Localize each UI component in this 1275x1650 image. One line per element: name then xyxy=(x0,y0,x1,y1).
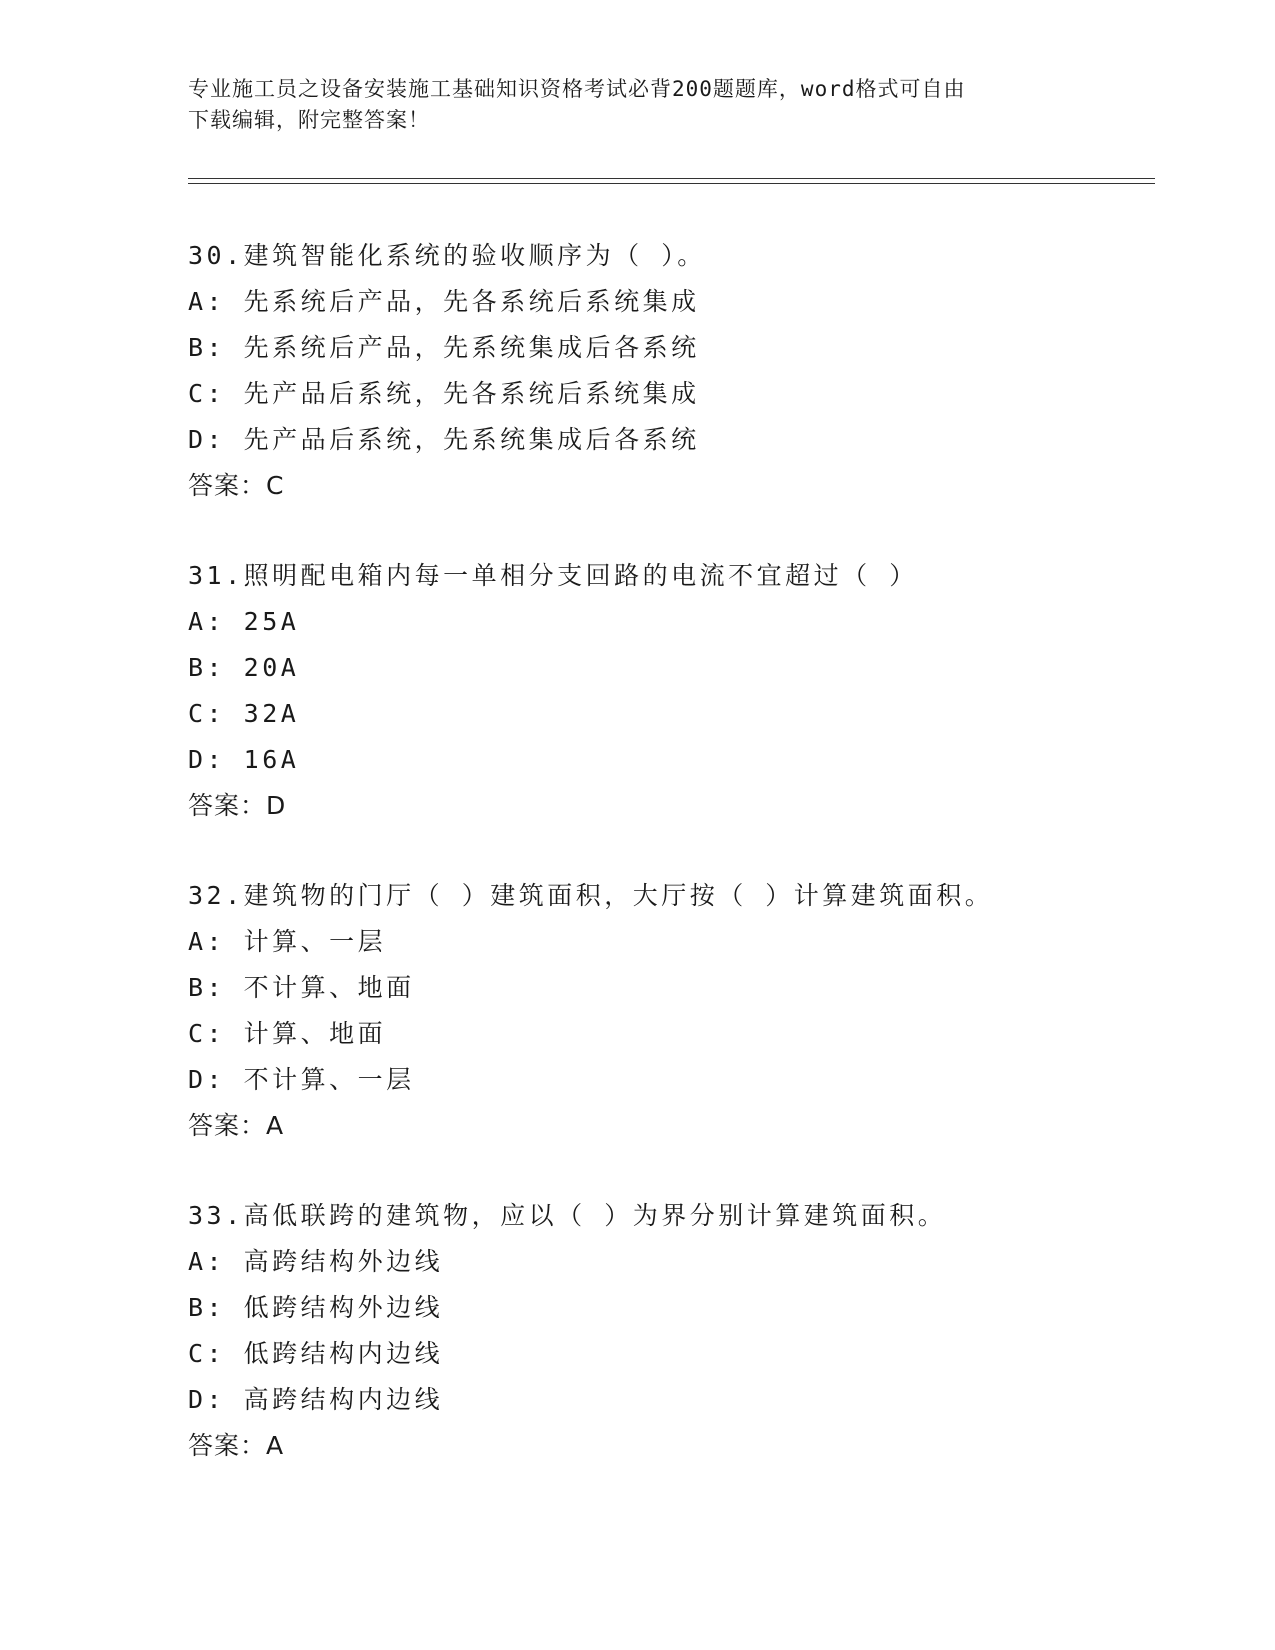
option-a: A: 高跨结构外边线 xyxy=(188,1247,444,1276)
option-d: D: 16A xyxy=(188,745,300,774)
answer: 答案：D xyxy=(188,791,287,820)
question-stem: 33.高低联跨的建筑物，应以（ ）为界分别计算建筑面积。 xyxy=(188,1201,947,1230)
option-b: B: 先系统后产品，先系统集成后各系统 xyxy=(188,333,700,362)
option-d: D: 先产品后系统，先系统集成后各系统 xyxy=(188,425,700,454)
option-c: C: 32A xyxy=(188,699,300,728)
option-a: A: 计算、一层 xyxy=(188,927,387,956)
question-32 xyxy=(188,873,1148,1149)
question-stem: 30.建筑智能化系统的验收顺序为（ ）。 xyxy=(188,241,706,270)
answer: 答案：A xyxy=(188,1431,285,1460)
answer: 答案：C xyxy=(188,471,285,500)
question-list xyxy=(188,233,1148,1513)
header-line-2: 下载编辑，附完整答案！ xyxy=(188,108,430,132)
question-stem: 31.照明配电箱内每一单相分支回路的电流不宜超过（ ） xyxy=(188,561,918,590)
option-c: C: 计算、地面 xyxy=(188,1019,387,1048)
option-d: D: 不计算、一层 xyxy=(188,1065,415,1094)
option-d: D: 高跨结构内边线 xyxy=(188,1385,444,1414)
option-a: A: 25A xyxy=(188,607,300,636)
header-line-1: 专业施工员之设备安装施工基础知识资格考试必背200题题库，word格式可自由 xyxy=(188,77,966,101)
question-31 xyxy=(188,553,1148,829)
document-header xyxy=(188,74,1068,136)
question-33 xyxy=(188,1193,1148,1469)
question-stem: 32.建筑物的门厅（ ）建筑面积，大厅按（ ）计算建筑面积。 xyxy=(188,881,994,910)
option-c: C: 先产品后系统，先各系统后系统集成 xyxy=(188,379,700,408)
option-a: A: 先系统后产品，先各系统后系统集成 xyxy=(188,287,700,316)
option-b: B: 不计算、地面 xyxy=(188,973,415,1002)
header-divider-top xyxy=(188,178,1155,179)
question-30 xyxy=(188,233,1148,509)
option-b: B: 20A xyxy=(188,653,300,682)
option-b: B: 低跨结构外边线 xyxy=(188,1293,444,1322)
option-c: C: 低跨结构内边线 xyxy=(188,1339,444,1368)
answer: 答案：A xyxy=(188,1111,285,1140)
header-divider-bottom xyxy=(188,183,1155,184)
